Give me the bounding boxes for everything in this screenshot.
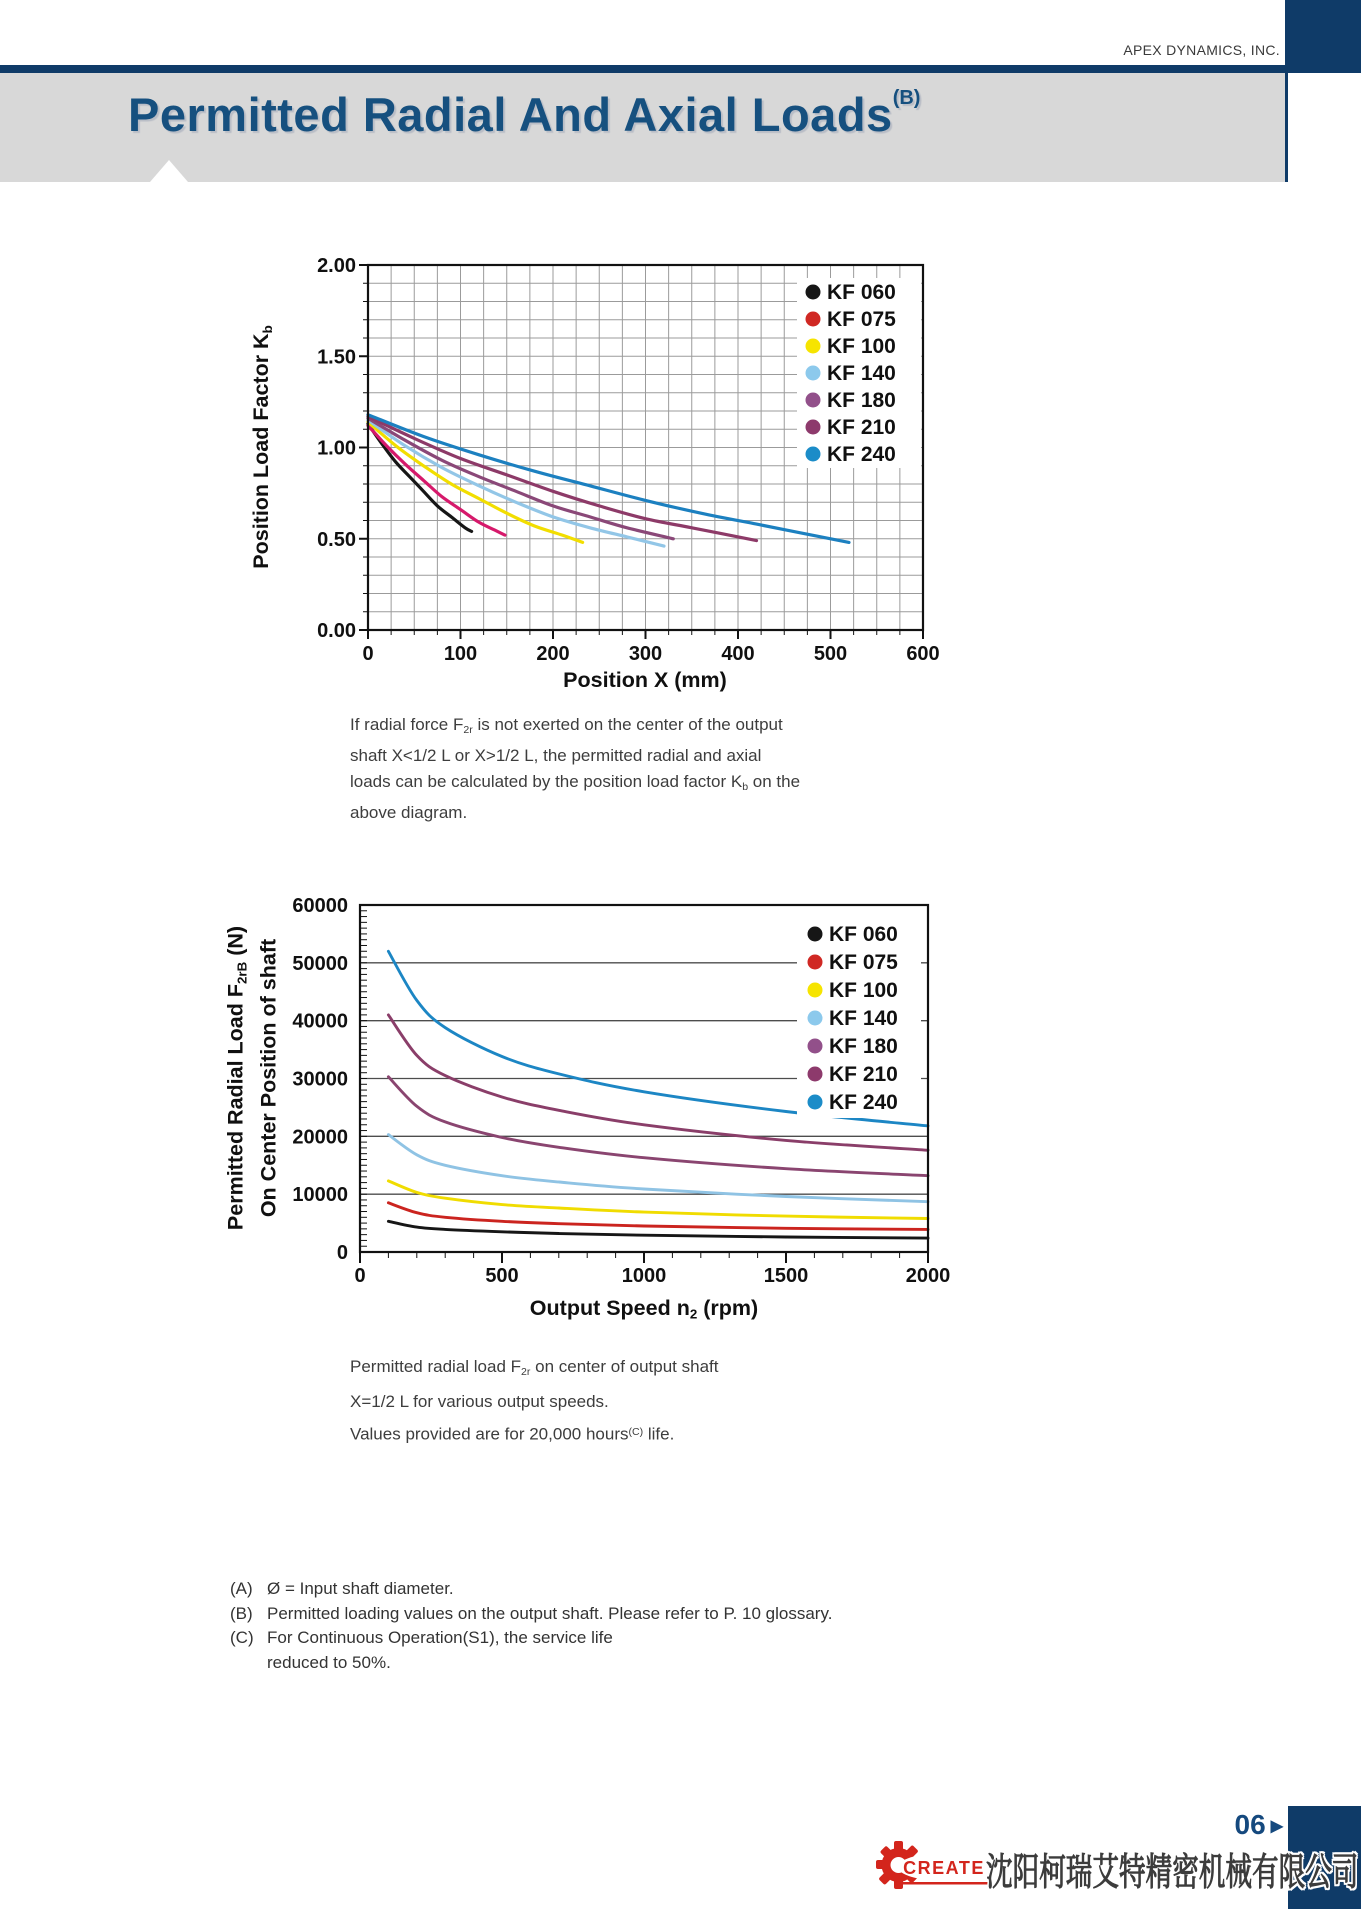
legend-label-KF-240: KF 240 bbox=[829, 1091, 898, 1114]
para2-line3-sup: (C) bbox=[628, 1425, 644, 1438]
para1-line3-sub: b bbox=[742, 780, 749, 793]
svg-text:0.50: 0.50 bbox=[317, 528, 356, 551]
svg-text:60000: 60000 bbox=[292, 895, 348, 917]
svg-text:0: 0 bbox=[354, 1265, 366, 1287]
footnote-c-label: (C) bbox=[230, 1628, 254, 1647]
legend-label-KF-140: KF 140 bbox=[827, 362, 896, 385]
chart1-x-axis-title: Position X (mm) bbox=[563, 668, 727, 692]
legend-label-KF-075: KF 075 bbox=[829, 951, 898, 974]
header-corner-block bbox=[1285, 0, 1361, 73]
chart2-y-title-line1 bbox=[223, 926, 256, 1230]
footnote-a-text: Ø = Input shaft diameter. bbox=[267, 1579, 454, 1598]
chart2-x-title-subscript: 2 bbox=[689, 1306, 698, 1322]
footnote-a bbox=[230, 1577, 832, 1602]
legend-dot-KF-140 bbox=[806, 366, 821, 381]
legend-dot-KF-180 bbox=[806, 393, 821, 408]
svg-text:20000: 20000 bbox=[292, 1126, 348, 1149]
para2-line1b: on center of output shaft bbox=[530, 1357, 719, 1376]
svg-text:200: 200 bbox=[536, 643, 570, 665]
footnote-b bbox=[230, 1602, 832, 1627]
svg-text:1000: 1000 bbox=[621, 1265, 667, 1287]
para1-line1b: is not exerted on the center of the output bbox=[472, 715, 783, 734]
svg-text:0: 0 bbox=[362, 643, 374, 665]
chart2-x-title-text: Output Speed n bbox=[529, 1296, 690, 1320]
footnote-a-label: (A) bbox=[230, 1579, 253, 1598]
svg-text:50000: 50000 bbox=[292, 952, 348, 975]
svg-text:400: 400 bbox=[721, 643, 755, 665]
svg-text:0.00: 0.00 bbox=[317, 620, 356, 642]
page-number-text: 06 bbox=[1234, 1809, 1266, 1840]
svg-text:40000: 40000 bbox=[292, 1010, 348, 1033]
footnote-c bbox=[230, 1626, 832, 1651]
legend-label-KF-210: KF 210 bbox=[829, 1063, 898, 1086]
chart1-y-axis-title bbox=[249, 325, 275, 568]
header-rule bbox=[0, 65, 1285, 73]
svg-text:1.50: 1.50 bbox=[317, 346, 356, 369]
legend-label-KF-060: KF 060 bbox=[829, 923, 898, 946]
header-vertical-rule bbox=[1285, 73, 1288, 182]
logo-underline bbox=[898, 1882, 990, 1885]
page-title bbox=[128, 87, 920, 142]
svg-text:10000: 10000 bbox=[292, 1184, 348, 1207]
svg-text:1500: 1500 bbox=[763, 1265, 809, 1287]
company-name: APEX DYNAMICS, INC. bbox=[1123, 42, 1280, 58]
legend-dot-KF-240 bbox=[806, 447, 821, 462]
para2-line1: Permitted radial load F bbox=[350, 1357, 522, 1376]
legend-label-KF-140: KF 140 bbox=[829, 1007, 898, 1030]
page-title-text: Permitted Radial And Axial Loads bbox=[128, 88, 893, 141]
footnote-b-label: (B) bbox=[230, 1603, 253, 1623]
svg-text:2.00: 2.00 bbox=[317, 255, 356, 277]
footnote-c-text: For Continuous Operation(S1), the service life bbox=[267, 1628, 613, 1647]
title-band-notch bbox=[150, 160, 188, 182]
chart2-y-title-line1-text: Permitted Radial Load F bbox=[223, 983, 248, 1231]
legend bbox=[797, 918, 921, 1118]
legend-dot-KF-240 bbox=[808, 1095, 823, 1110]
legend-label-KF-180: KF 180 bbox=[827, 389, 896, 412]
chart2-y-title-line2: On Center Position of shaft bbox=[256, 938, 281, 1218]
svg-text:1.00: 1.00 bbox=[317, 437, 356, 460]
legend bbox=[797, 278, 921, 468]
legend-dot-KF-075 bbox=[808, 955, 823, 970]
para1-line3: loads can be calculated by the position load factor K bbox=[350, 771, 743, 791]
footnote-b-text: Permitted loading values on the output shaft. Please refer to P. 10 glossary. bbox=[267, 1603, 833, 1623]
title-band bbox=[0, 73, 1285, 182]
footnotes bbox=[230, 1577, 832, 1675]
legend-dot-KF-180 bbox=[808, 1039, 823, 1054]
legend-dot-KF-140 bbox=[808, 1011, 823, 1026]
footnote-c-continued: reduced to 50%. bbox=[267, 1652, 391, 1672]
legend-label-KF-210: KF 210 bbox=[827, 416, 896, 439]
chart2-y-axis-title bbox=[223, 926, 282, 1230]
para2-line3: Values provided are for 20,000 hours bbox=[350, 1424, 629, 1444]
para1-line3b: on the bbox=[748, 771, 801, 791]
legend-label-KF-100: KF 100 bbox=[829, 979, 898, 1002]
svg-text:0: 0 bbox=[336, 1242, 348, 1264]
legend-dot-KF-210 bbox=[808, 1067, 823, 1082]
para1-line1: If radial force F bbox=[350, 715, 464, 734]
radial-load-note bbox=[350, 1352, 718, 1450]
para1-line1-sub: 2r bbox=[463, 723, 473, 736]
legend-dot-KF-060 bbox=[806, 285, 821, 300]
company-name-cn: 沈阳柯瑞艾特精密机械有限公司 bbox=[986, 1852, 1359, 1894]
legend-dot-KF-100 bbox=[806, 339, 821, 354]
legend-label-KF-180: KF 180 bbox=[829, 1035, 898, 1058]
position-factor-note bbox=[350, 712, 800, 826]
svg-text:30000: 30000 bbox=[292, 1068, 348, 1091]
legend-label-KF-240: KF 240 bbox=[827, 443, 896, 466]
svg-text:500: 500 bbox=[813, 643, 848, 665]
chart2-x-title-post: (rpm) bbox=[697, 1296, 759, 1320]
legend-dot-KF-075 bbox=[806, 312, 821, 327]
svg-text:300: 300 bbox=[628, 643, 663, 665]
create-logo bbox=[868, 1834, 994, 1896]
para2-line2: X=1/2 L for various output speeds. bbox=[350, 1391, 609, 1411]
page-title-superscript: (B) bbox=[892, 87, 921, 109]
chart1-y-title-text: Position Load Factor K bbox=[249, 333, 274, 569]
legend-dot-KF-100 bbox=[808, 983, 823, 998]
page-number bbox=[1150, 1809, 1283, 1841]
legend-dot-KF-060 bbox=[808, 927, 823, 942]
para2-line3b: life. bbox=[643, 1424, 675, 1444]
position-load-factor-chart bbox=[160, 240, 960, 715]
para1-line2: shaft X<1/2 L or X>1/2 L, the permitted radial and axial bbox=[350, 745, 762, 765]
svg-text:2000: 2000 bbox=[905, 1265, 951, 1287]
chart2-x-axis-title bbox=[444, 1296, 844, 1322]
para1-line4: above diagram. bbox=[350, 802, 468, 822]
svg-text:100: 100 bbox=[443, 643, 478, 665]
series-KF-100 bbox=[368, 422, 583, 542]
legend-dot-KF-210 bbox=[806, 420, 821, 435]
chart2-y-title-line1-post: (N) bbox=[223, 925, 248, 962]
para2-line1-sub: 2r bbox=[521, 1365, 531, 1378]
chart1-y-title-subscript: b bbox=[259, 325, 275, 334]
legend-label-KF-100: KF 100 bbox=[827, 335, 896, 358]
legend-label-KF-060: KF 060 bbox=[827, 281, 896, 304]
position-load-factor-svg bbox=[160, 240, 960, 710]
chart2-y-title-line1-sub: 2rB bbox=[234, 961, 250, 984]
logo-text: CREATE bbox=[903, 1858, 985, 1878]
page-arrow-icon: ▶ bbox=[1270, 1818, 1283, 1835]
svg-text:500: 500 bbox=[485, 1265, 519, 1287]
legend-label-KF-075: KF 075 bbox=[827, 308, 896, 331]
svg-text:600: 600 bbox=[906, 643, 940, 665]
